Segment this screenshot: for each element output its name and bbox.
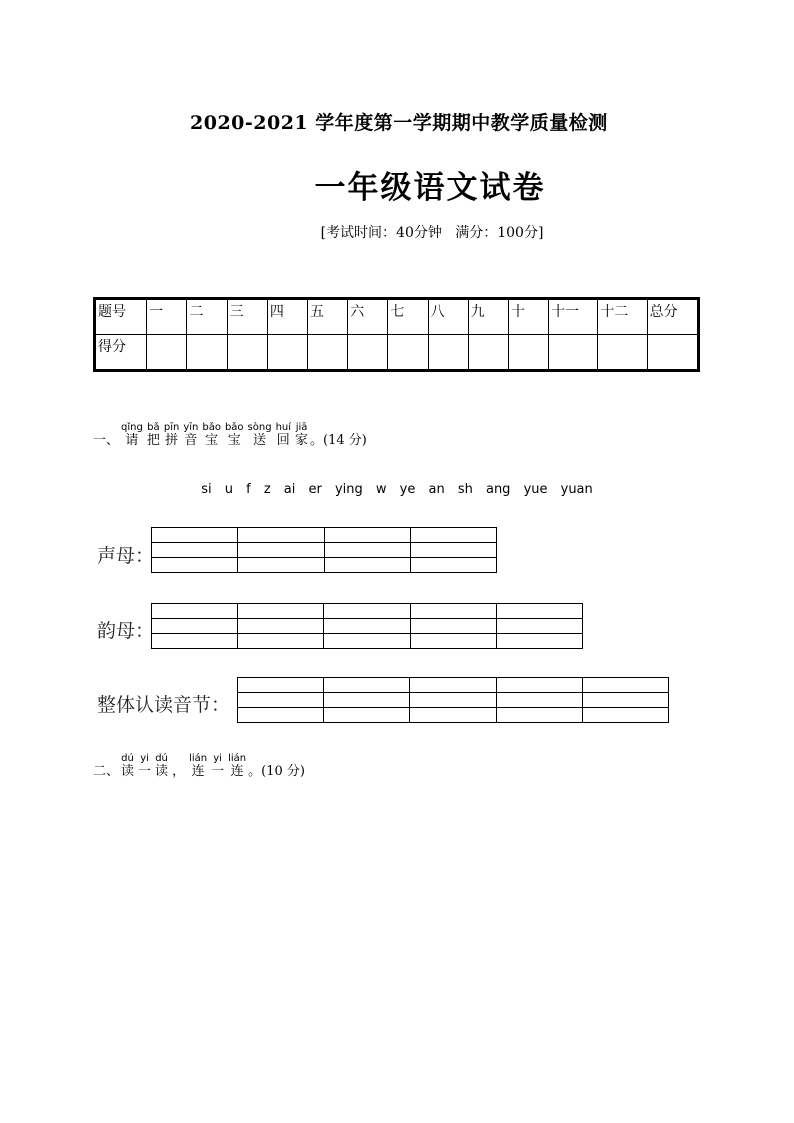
score-table-header-cell: 七 <box>388 299 428 335</box>
grid-cell[interactable] <box>152 634 238 649</box>
score-cell <box>348 335 388 371</box>
exam-subtitle: 2020-2021 学年度第一学期期中教学质量检测 <box>190 112 608 134</box>
score-cell <box>468 335 508 371</box>
grid-cell[interactable] <box>152 558 238 573</box>
pinyin: lián <box>189 753 208 764</box>
score-cell <box>598 335 647 371</box>
score-cell <box>549 335 598 371</box>
grid-cell[interactable] <box>496 619 582 634</box>
pinyin-word <box>248 423 272 448</box>
score-cell <box>267 335 307 371</box>
score-table-header-cell: 九 <box>468 299 508 335</box>
pinyin: bǎo <box>202 422 221 433</box>
grid-cell[interactable] <box>152 604 238 619</box>
hanzi: 家 <box>295 433 309 448</box>
pinyin: bǎo <box>224 422 244 433</box>
pinyin: yi <box>140 753 149 764</box>
score-table-header-row <box>95 299 699 335</box>
grid-cell[interactable] <box>496 604 582 619</box>
grid-cell[interactable] <box>324 634 410 649</box>
pinyin: lián <box>228 753 247 764</box>
grid-cell[interactable] <box>152 619 238 634</box>
pinyin: huí <box>275 422 292 433</box>
zhengti-grid <box>237 677 669 723</box>
pinyin-word <box>172 764 185 779</box>
grid-cell[interactable] <box>324 543 410 558</box>
grid-cell[interactable] <box>238 604 324 619</box>
pinyin-word <box>228 754 246 779</box>
pinyin: jiā <box>295 422 308 433</box>
score-cell <box>147 335 187 371</box>
grid-cell[interactable] <box>324 708 410 723</box>
section1-points: 。(14 分) <box>310 433 367 448</box>
grid-cell[interactable] <box>410 634 496 649</box>
grid-cell[interactable] <box>152 528 238 543</box>
score-label: 得分 <box>95 335 147 371</box>
hanzi: 拼 <box>165 433 179 448</box>
pinyin-word <box>189 754 207 779</box>
shengmu-label: 声母： <box>97 545 155 567</box>
pinyin: dú <box>121 753 134 764</box>
pinyin-word <box>202 423 221 448</box>
grid-cell[interactable] <box>410 528 496 543</box>
section2-heading <box>93 754 305 779</box>
pinyin: yīn <box>183 422 199 433</box>
pinyin: sòng <box>247 422 272 433</box>
pinyin-word <box>183 423 198 448</box>
score-cell <box>647 335 698 371</box>
hanzi: 送 <box>253 433 267 448</box>
pinyin-word <box>121 754 134 779</box>
score-table-header-cell: 十 <box>508 299 548 335</box>
pinyin: bǎ <box>147 422 160 433</box>
grid-cell[interactable] <box>238 708 324 723</box>
grid-cell[interactable] <box>238 634 324 649</box>
score-table <box>93 297 700 372</box>
section2-number: 二、 <box>93 764 120 779</box>
grid-cell[interactable] <box>238 528 324 543</box>
hanzi: 宝 <box>227 433 241 448</box>
score-cell <box>388 335 428 371</box>
score-cell <box>428 335 468 371</box>
score-table-header-cell: 十二 <box>598 299 647 335</box>
grid-cell[interactable] <box>582 678 668 693</box>
hanzi: 回 <box>276 433 290 448</box>
grid-cell[interactable] <box>324 604 410 619</box>
grid-cell[interactable] <box>496 678 582 693</box>
grid-cell[interactable] <box>324 558 410 573</box>
grid-cell[interactable] <box>410 558 496 573</box>
grid-cell[interactable] <box>238 693 324 708</box>
pinyin: dú <box>155 753 168 764</box>
hanzi: 一 <box>211 764 225 779</box>
section1-heading <box>93 423 367 448</box>
grid-cell[interactable] <box>496 634 582 649</box>
hanzi: 宝 <box>205 433 219 448</box>
score-table-header-cell: 六 <box>348 299 388 335</box>
grid-cell[interactable] <box>152 543 238 558</box>
grid-cell[interactable] <box>238 558 324 573</box>
grid-cell[interactable] <box>324 528 410 543</box>
score-table-header-cell: 一 <box>147 299 187 335</box>
grid-cell[interactable] <box>238 678 324 693</box>
score-table-header-cell: 总分 <box>647 299 698 335</box>
score-cell <box>508 335 548 371</box>
grid-cell[interactable] <box>582 708 668 723</box>
score-table-header-cell: 二 <box>187 299 227 335</box>
grid-cell[interactable] <box>496 708 582 723</box>
grid-cell[interactable] <box>410 619 496 634</box>
pinyin-letter-list: si u f z ai er ying w ye an sh ang yue yuan <box>201 482 593 497</box>
score-table-header-cell: 十一 <box>549 299 598 335</box>
hanzi: 读 <box>155 764 169 779</box>
yunmu-label: 韵母： <box>97 620 155 642</box>
score-table-header-cell: 题号 <box>95 299 147 335</box>
section2-points: 。(10 分) <box>248 764 305 779</box>
hanzi: 连 <box>191 764 205 779</box>
pinyin-word <box>225 423 244 448</box>
score-cell <box>187 335 227 371</box>
pinyin-word <box>121 423 143 448</box>
grid-cell[interactable] <box>410 678 496 693</box>
pinyin: yi <box>213 753 222 764</box>
hanzi: ， <box>172 764 186 779</box>
grid-cell[interactable] <box>410 543 496 558</box>
score-table-header-cell: 三 <box>227 299 267 335</box>
score-table-header-cell: 四 <box>267 299 307 335</box>
hanzi: 一 <box>138 764 152 779</box>
pinyin: qǐng <box>121 422 143 433</box>
score-table-header-cell: 五 <box>308 299 348 335</box>
pinyin-word <box>164 423 179 448</box>
hanzi: 音 <box>184 433 198 448</box>
exam-title: 一年级语文试卷 <box>314 170 546 206</box>
zhengti-label: 整体认读音节： <box>97 694 231 716</box>
grid-cell[interactable] <box>324 693 410 708</box>
yunmu-grid <box>151 603 583 649</box>
pinyin-word <box>138 754 151 779</box>
grid-cell[interactable] <box>324 678 410 693</box>
pinyin-word <box>295 423 308 448</box>
pinyin-word <box>276 423 291 448</box>
shengmu-grid <box>151 527 497 573</box>
grid-cell[interactable] <box>410 708 496 723</box>
pinyin-word <box>147 423 160 448</box>
score-cell <box>308 335 348 371</box>
grid-cell[interactable] <box>238 543 324 558</box>
pinyin: pīn <box>163 422 180 433</box>
hanzi: 请 <box>125 433 139 448</box>
grid-cell[interactable] <box>238 619 324 634</box>
grid-cell[interactable] <box>324 619 410 634</box>
grid-cell[interactable] <box>410 604 496 619</box>
grid-cell[interactable] <box>410 693 496 708</box>
hanzi: 连 <box>230 764 244 779</box>
hanzi: 把 <box>146 433 160 448</box>
score-table-header-cell: 八 <box>428 299 468 335</box>
section1-number: 一、 <box>93 433 120 448</box>
score-table-score-row <box>95 335 699 371</box>
pinyin-word <box>155 754 168 779</box>
exam-info: [考试时间：40分钟 满分：100分] <box>320 225 544 241</box>
grid-cell[interactable] <box>582 693 668 708</box>
grid-cell[interactable] <box>496 693 582 708</box>
score-cell <box>227 335 267 371</box>
pinyin-word <box>211 754 224 779</box>
hanzi: 读 <box>121 764 135 779</box>
